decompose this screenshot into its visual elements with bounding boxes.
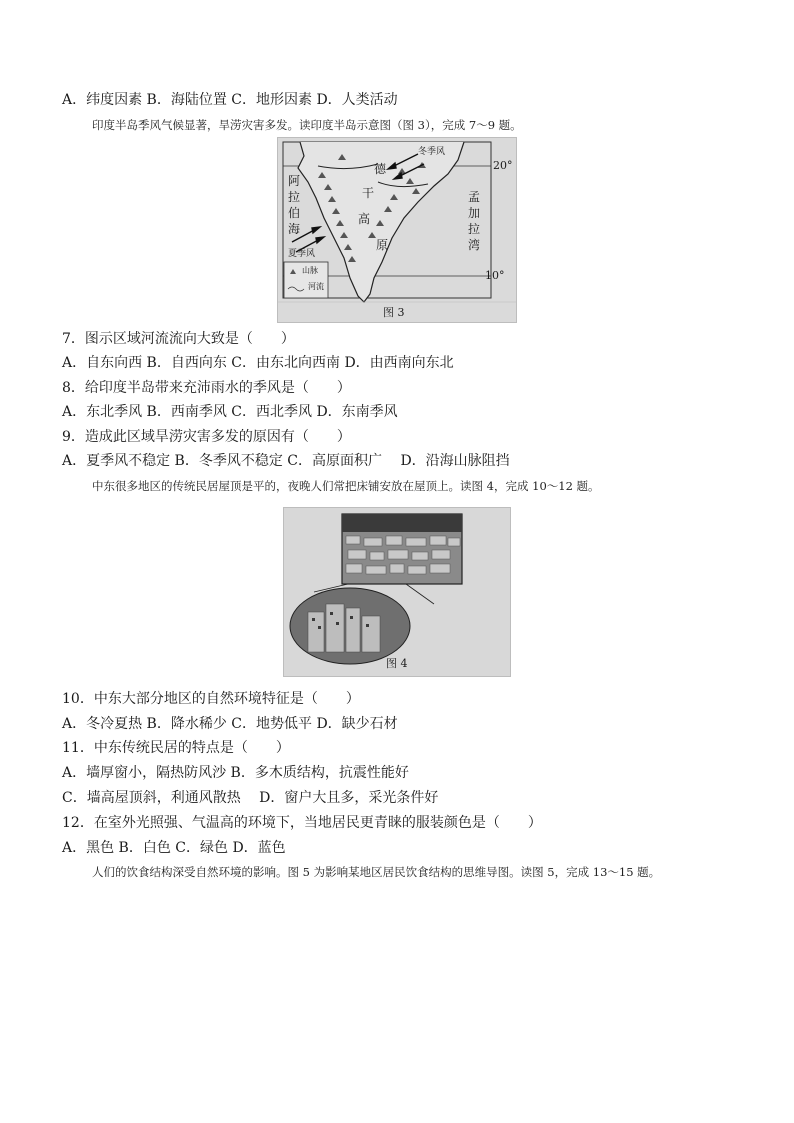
plateau-label-char: 干 — [362, 186, 375, 200]
legend-river-label: 河流 — [308, 282, 324, 291]
intro-questions-13-15: 人们的饮食结构深受自然环境的影响。图 5 为影响某地区居民饮食结构的思维导图。读图 5，完成 13～15 题。 — [92, 865, 661, 879]
bay-of-bengal-label-char: 孟 — [468, 190, 481, 204]
question-11: 11．中东传统民居的特点是（ ） — [62, 740, 290, 756]
question-8: 8．给印度半岛带来充沛雨水的季风是（ ） — [62, 380, 351, 396]
plateau-label-char: 原 — [376, 238, 389, 252]
question-12-options: A．黑色 B．白色 C．绿色 D．蓝色 — [62, 840, 286, 856]
latitude-10-label: 10° — [485, 269, 505, 282]
arabian-sea-label-char: 伯 — [288, 206, 301, 220]
arabian-sea-label-char: 海 — [288, 222, 301, 236]
latitude-20-label: 20° — [493, 159, 513, 172]
question-9-options: A．夏季风不稳定 B．冬季风不稳定 C．高原面积广 D．沿海山脉阻挡 — [62, 453, 510, 469]
bay-of-bengal-label-char: 湾 — [468, 238, 481, 252]
figure-4-photo — [283, 507, 511, 677]
q6-options: A．纬度因素 B．海陆位置 C．地形因素 D．人类活动 — [62, 92, 398, 108]
arabian-sea-label-char: 阿 — [288, 174, 301, 188]
india-map-svg — [278, 138, 516, 322]
legend-mountain-label: 山脉 — [302, 266, 318, 275]
bay-of-bengal-label-char: 加 — [468, 206, 481, 220]
figure-3-india-map — [277, 137, 517, 323]
question-11-options-ab: A．墙厚窗小，隔热防风沙 B．多木质结构，抗震性能好 — [62, 765, 409, 781]
rooftops-photo-svg — [284, 508, 510, 676]
question-10-options: A．冬冷夏热 B．降水稀少 C．地势低平 D．缺少石材 — [62, 716, 398, 732]
intro-questions-7-9: 印度半岛季风气候显著，旱涝灾害多发。读印度半岛示意图（图 3），完成 7～9 题。 — [92, 118, 522, 132]
question-7-options: A．自东向西 B．自西向东 C．由东北向西南 D．由西南向东北 — [62, 355, 454, 371]
figure-3-caption: 图 3 — [383, 306, 405, 319]
bay-of-bengal-label-char: 拉 — [468, 222, 481, 236]
question-9: 9．造成此区域旱涝灾害多发的原因有（ ） — [62, 429, 351, 445]
plateau-label-char: 高 — [358, 212, 371, 226]
winter-monsoon-label: 冬季风 — [418, 147, 446, 157]
question-8-options: A．东北季风 B．西南季风 C．西北季风 D．东南季风 — [62, 404, 398, 420]
summer-monsoon-label: 夏季风 — [288, 249, 316, 259]
question-12: 12．在室外光照强、气温高的环境下，当地居民更青睐的服装颜色是（ ） — [62, 815, 542, 831]
question-11-options-cd: C．墙高屋顶斜，利通风散热 D．窗户大且多，采光条件好 — [62, 790, 439, 806]
plateau-label-char: 德 — [374, 162, 387, 176]
figure-4-caption: 图 4 — [386, 657, 408, 670]
question-7: 7．图示区域河流流向大致是（ ） — [62, 331, 295, 347]
question-10: 10．中东大部分地区的自然环境特征是（ ） — [62, 691, 360, 707]
arabian-sea-label-char: 拉 — [288, 190, 301, 204]
intro-questions-10-12: 中东很多地区的传统民居屋顶是平的，夜晚人们常把床铺安放在屋顶上。读图 4，完成 10～12 题。 — [92, 479, 600, 493]
